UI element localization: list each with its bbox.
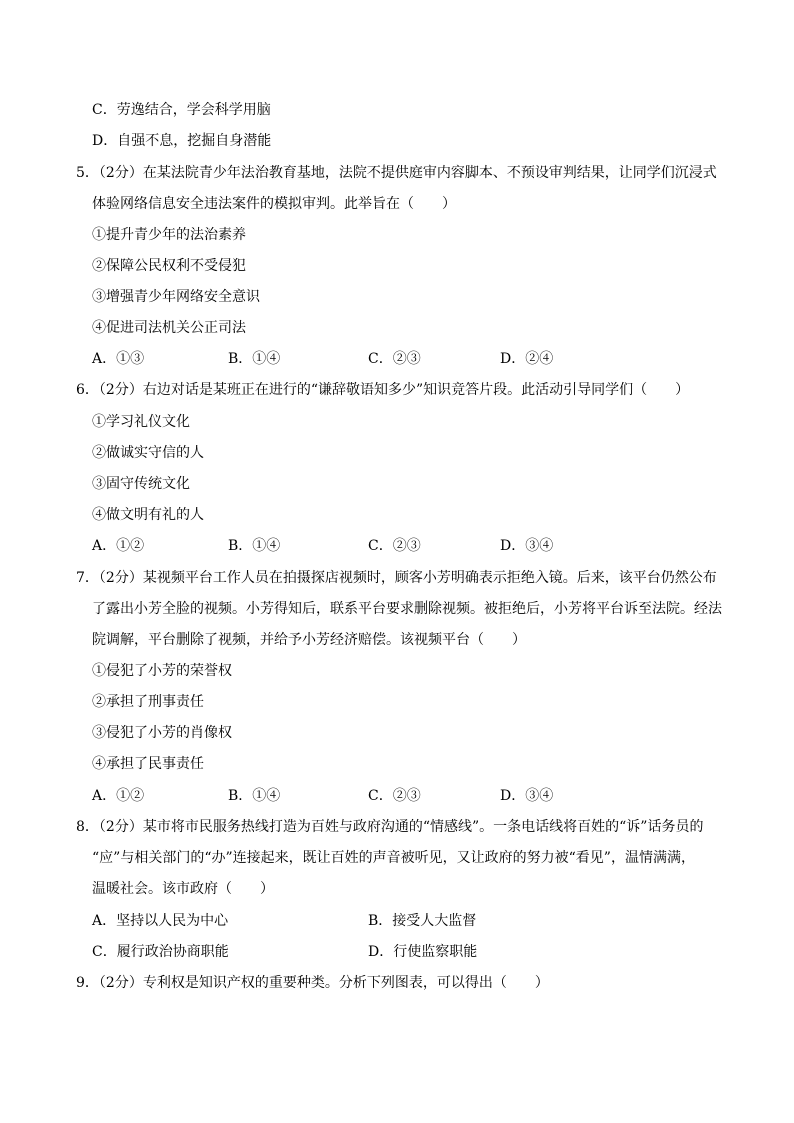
q7-item-3: ③侵犯了小芳的肖像权 — [92, 725, 232, 741]
q5-choice-b: B．①④ — [228, 351, 281, 367]
q8-stem-line3: 温暖社会。该市政府（ ） — [92, 881, 274, 897]
q4-option-c: C．劳逸结合，学会科学用脑 — [92, 102, 271, 118]
q7-item-2: ②承担了刑事责任 — [92, 694, 204, 710]
q7-choice-b: B．①④ — [228, 788, 281, 804]
q7-stem-line1: 7．（2分）某视频平台工作人员在拍摄探店视频时，顾客小芳明确表示拒绝入镜。后来，该平台仍然公布 — [76, 570, 717, 586]
q5-item-1: ①提升青少年的法治素养 — [92, 227, 246, 243]
q6-item-3: ③固守传统文化 — [92, 476, 190, 492]
q5-item-2: ②保障公民权利不受侵犯 — [92, 258, 246, 274]
q8-stem-line1: 8．（2分）某市将市民服务热线打造为百姓与政府沟通的“情感线”。一条电话线将百姓的“诉”话务员的 — [76, 819, 704, 835]
q5-stem-line1: 5．（2分）在某法院青少年法治教育基地，法院不提供庭审内容脚本、不预设审判结果，让同学们沉浸式 — [76, 165, 717, 181]
q9-stem-line1: 9．（2分）专利权是知识产权的重要种类。分析下列图表，可以得出（ ） — [76, 975, 549, 991]
q6-item-2: ②做诚实守信的人 — [92, 445, 204, 461]
q5-choice-a: A．①③ — [92, 351, 145, 367]
q6-choice-a: A．①② — [92, 538, 145, 554]
q6-stem-line1: 6．（2分）右边对话是某班正在进行的“谦辞敬语知多少”知识竞答片段。此活动引导同学们（ ） — [76, 382, 690, 398]
q8-choice-c: C．履行政治协商职能 — [92, 944, 229, 960]
q5-item-3: ③增强青少年网络安全意识 — [92, 289, 260, 305]
q8-choice-d: D．行使监察职能 — [368, 944, 478, 960]
q6-choice-c: C．②③ — [368, 538, 421, 554]
q5-item-4: ④促进司法机关公正司法 — [92, 320, 246, 336]
q7-item-1: ①侵犯了小芳的荣誉权 — [92, 663, 232, 679]
q5-choice-c: C．②③ — [368, 351, 421, 367]
q5-stem-line2: 体验网络信息安全违法案件的模拟审判。此举旨在（ ） — [92, 196, 456, 212]
q8-choice-a: A．坚持以人民为中心 — [92, 913, 229, 929]
q6-choice-d: D．③④ — [500, 538, 554, 554]
q7-stem-line2: 了露出小芳全脸的视频。小芳得知后，联系平台要求删除视频。被拒绝后，小芳将平台诉至法院。经法 — [92, 601, 722, 617]
q7-stem-line3: 院调解，平台删除了视频，并给予小芳经济赔偿。该视频平台（ ） — [92, 632, 526, 648]
q6-item-4: ④做文明有礼的人 — [92, 507, 204, 523]
q5-choice-d: D．②④ — [500, 351, 554, 367]
q7-choice-c: C．②③ — [368, 788, 421, 804]
q7-item-4: ④承担了民事责任 — [92, 756, 204, 772]
q8-choice-b: B．接受人大监督 — [368, 913, 477, 929]
q7-choice-d: D．③④ — [500, 788, 554, 804]
q6-choice-b: B．①④ — [228, 538, 281, 554]
q4-option-d: D．自强不息，挖掘自身潜能 — [92, 133, 272, 149]
q7-choice-a: A．①② — [92, 788, 145, 804]
q8-stem-line2: “应”与相关部门的“办”连接起来，既让百姓的声音被听见，又让政府的努力被“看见”，温情满满， — [92, 850, 695, 866]
q6-item-1: ①学习礼仪文化 — [92, 414, 190, 430]
